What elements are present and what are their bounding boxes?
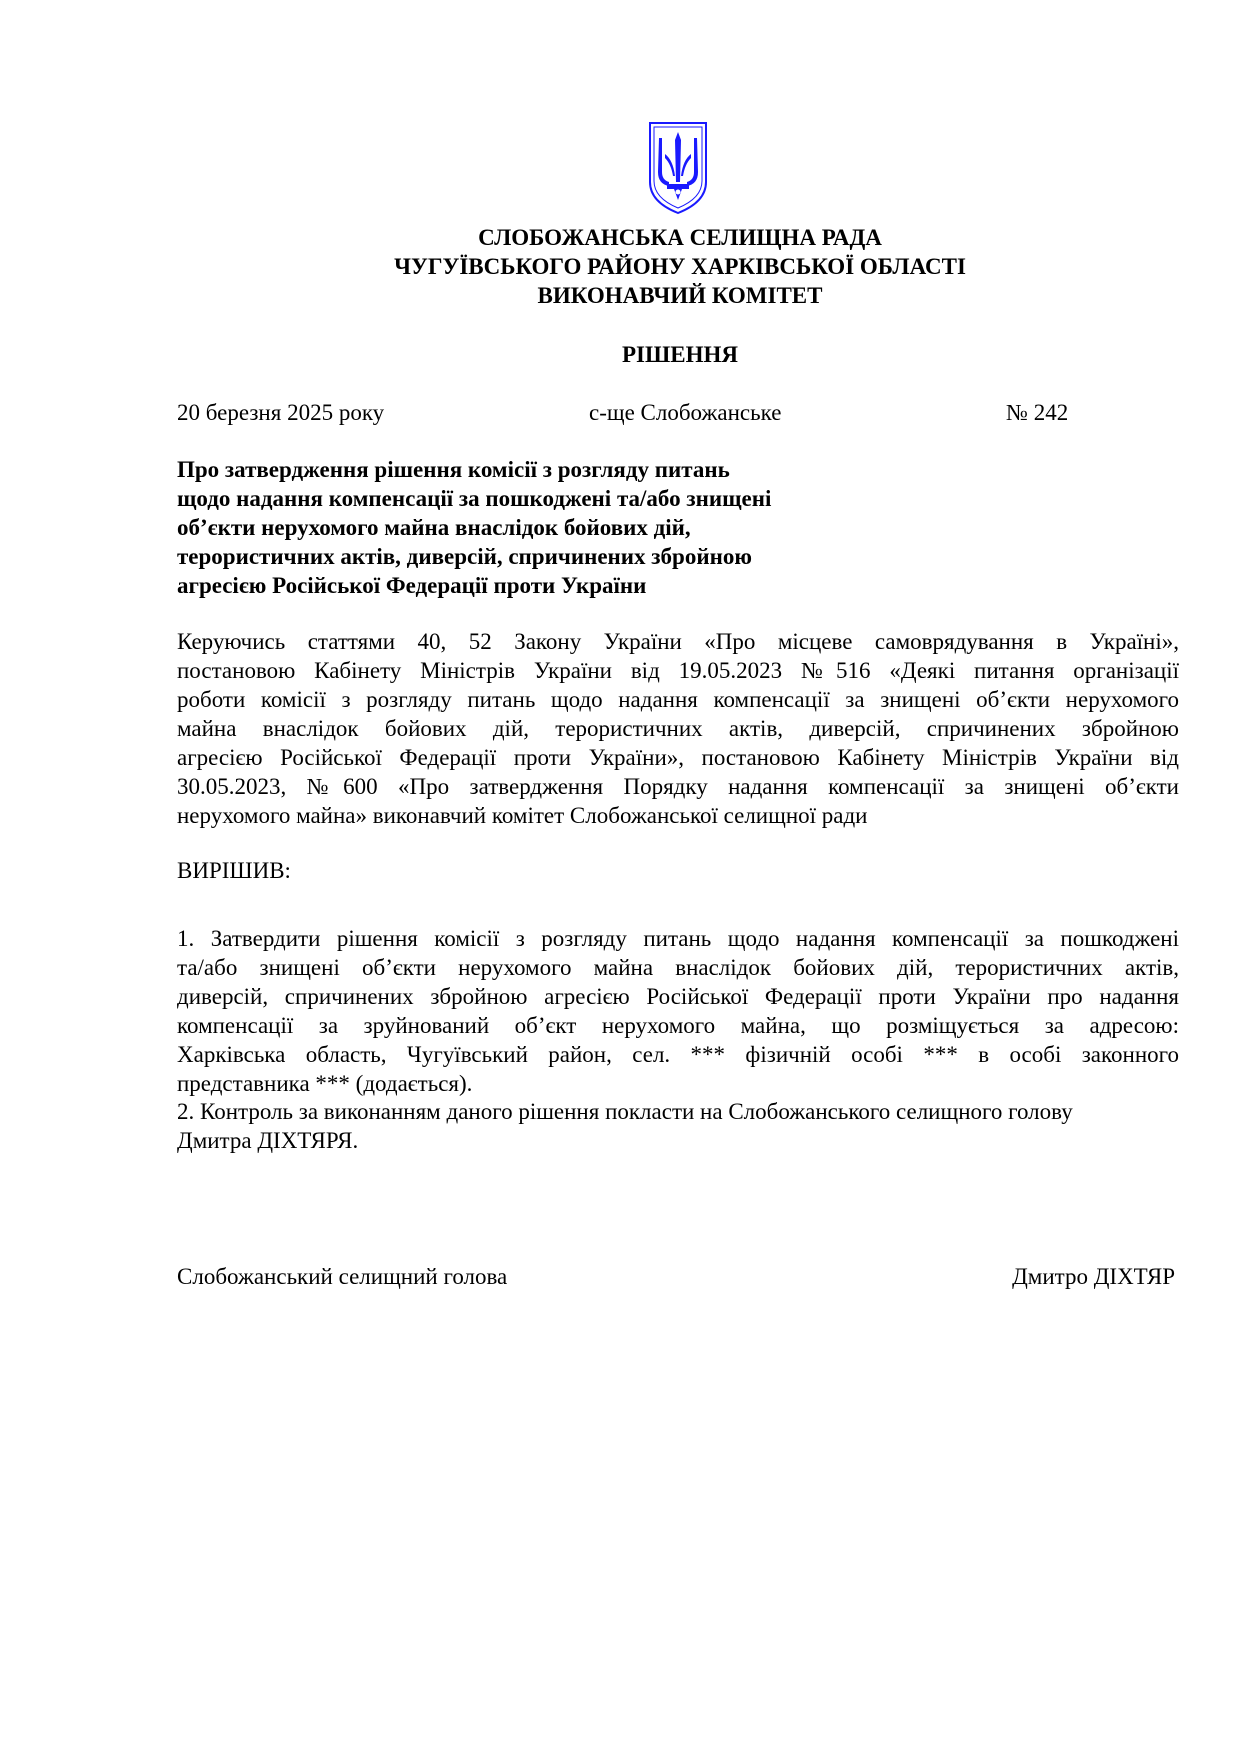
subject-line: терористичних актів, диверсій, спричинених збройною bbox=[177, 544, 752, 569]
document-type-title: РІШЕННЯ bbox=[622, 342, 738, 367]
preamble-line: постановою Кабінету Міністрів України від 19.05.2023 №516 «Деякі питання організації bbox=[177, 658, 1179, 683]
preamble-line: нерухомого майна» виконавчий комітет Слобожанської селищної ради bbox=[177, 803, 868, 828]
signatory-name: Дмитро ДІХТЯР bbox=[1012, 1264, 1175, 1289]
decision-date: 20 березня 2025 року bbox=[177, 400, 385, 425]
decision-place: с-ще Слобожанське bbox=[589, 400, 782, 425]
header-line-1: СЛОБОЖАНСЬКА СЕЛИЩНА РАДА bbox=[478, 225, 882, 250]
signatory-position: Слобожанський селищний голова bbox=[177, 1264, 508, 1289]
subject-line: щодо надання компенсації за пошкоджені та/або знищені bbox=[177, 486, 772, 511]
decision-number: № 242 bbox=[1006, 400, 1069, 425]
item1-line: диверсій, спричинених збройною агресією Російської Федерації проти України про надання bbox=[177, 984, 1179, 1009]
subject-line: агресією Російської Федерації проти України bbox=[177, 573, 647, 598]
preamble-line: агресією Російської Федерації проти України», постановою Кабінету Міністрів України від bbox=[177, 745, 1179, 770]
resolved-label: ВИРІШИВ: bbox=[177, 858, 291, 883]
subject-line: об’єкти нерухомого майна внаслідок бойових дій, bbox=[177, 515, 691, 540]
item1-line: представника *** (додається). bbox=[177, 1071, 473, 1096]
item1-line: Харківська область, Чугуївський район, сел. *** фізичній особі *** в особі законного bbox=[177, 1042, 1179, 1067]
preamble-line: майна внаслідок бойових дій, терористичних актів, диверсій, спричинених збройною bbox=[177, 716, 1179, 741]
decision-subject bbox=[177, 455, 771, 600]
preamble-paragraph bbox=[177, 627, 1179, 830]
tryzub-coat-of-arms-icon bbox=[647, 120, 709, 216]
preamble-line: роботи комісії з розгляду питань щодо надання компенсації за знищені об’єкти нерухомого bbox=[177, 687, 1179, 712]
item1-line: компенсації за зруйнований об’єкт нерухомого майна, що розміщується за адресою: bbox=[177, 1013, 1179, 1038]
header-line-3: ВИКОНАВЧИЙ КОМІТЕТ bbox=[537, 283, 823, 308]
item1-line: 1. Затвердити рішення комісії з розгляду питань щодо надання компенсації за пошкоджені bbox=[177, 926, 1179, 951]
decision-item-1 bbox=[177, 924, 1179, 1098]
decision-item-2-line-1: 2. Контроль за виконанням даного рішення покласти на Слобожанського селищного голову bbox=[177, 1099, 1073, 1124]
header-line-2: ЧУГУЇВСЬКОГО РАЙОНУ ХАРКІВСЬКОЇ ОБЛАСТІ bbox=[394, 254, 966, 279]
preamble-line: Керуючись статтями 40, 52 Закону України «Про місцеве самоврядування в Україні», bbox=[177, 629, 1179, 654]
subject-line: Про затвердження рішення комісії з розгляду питань bbox=[177, 457, 730, 482]
preamble-line: 30.05.2023, №600 «Про затвердження Порядку надання компенсації за знищені об’єкти bbox=[177, 774, 1179, 799]
item1-line: та/або знищені об’єкти нерухомого майна внаслідок бойових дій, терористичних актів, bbox=[177, 955, 1179, 980]
decision-item-2-line-2: Дмитра ДІХТЯРЯ. bbox=[177, 1128, 359, 1153]
organization-header bbox=[0, 223, 1240, 310]
